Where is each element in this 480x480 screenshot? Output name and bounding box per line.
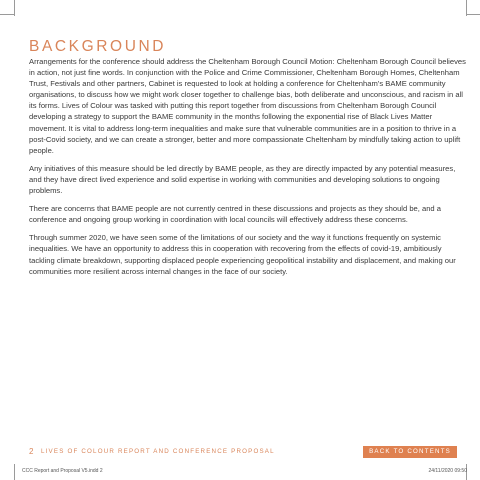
paragraph: Arrangements for the conference should address the Cheltenham Borough Council Motion: Cheltenham Borough Council believes in action, not just fine words. In conjunction with the Police and Crime Commissioner, Cheltenham Borough Homes, Cheltenham Trust, Festivals and other partners, Cabinet is requested to look at holding a conference for Cheltenham’s BAME community organisations, to discuss how we might work closer together to challenge bias, both deliberate and unconscious, and racism in all its forms. Lives of Colour was tasked with putting this report together from discussions from Cheltenham Borough Council developing a strategy to support the BAME community in the months following the exponential rise of Black Lives Matter movement. It is vital to address long-term inequalities and make sure that vulnerable communities are in a position to thrive in a post-Covid society, and we can create a stronger, better and more compassionate Cheltenham by mindfully taking action to uplift people. — [29, 57, 466, 155]
paragraph: There are concerns that BAME people are not currently centred in these discussions and projects as they should be, and a conference and ongoing group working in coordination with local councils will effectively address these concerns. — [29, 204, 441, 225]
slug-filename: CCC Report and Proposal V5.indd 2 — [22, 468, 103, 474]
page-number: 2 — [29, 447, 34, 456]
paragraph: Any initiatives of this measure should be led directly by BAME people, as they are directly impacted by any potential measures, and they have direct lived experience and solid expertise in working with communities and developing solutions to ongoing problems. — [29, 163, 456, 196]
print-slug — [22, 468, 467, 476]
paragraph: Through summer 2020, we have seen some of the limitations of our society and the way it functions frequently on systemic inequalities. We have an opportunity to address this in cooperation with recovering from the effects of covid-19, ambitiously tackling climate breakdown, supporting displaced people experiencing geopolitical instability and displacement, and making our communities more resilient across internal changes in the face of our society. — [29, 233, 456, 276]
page-footer — [29, 446, 457, 458]
slug-timestamp: 24/11/2020 09:50 — [428, 468, 467, 474]
body-text — [29, 56, 466, 284]
back-to-contents-button[interactable]: BACK TO CONTENTS — [363, 446, 457, 458]
section-heading: BACKGROUND — [29, 38, 167, 55]
footer-report-title: LIVES OF COLOUR REPORT AND CONFERENCE PROPOSAL — [41, 448, 275, 455]
